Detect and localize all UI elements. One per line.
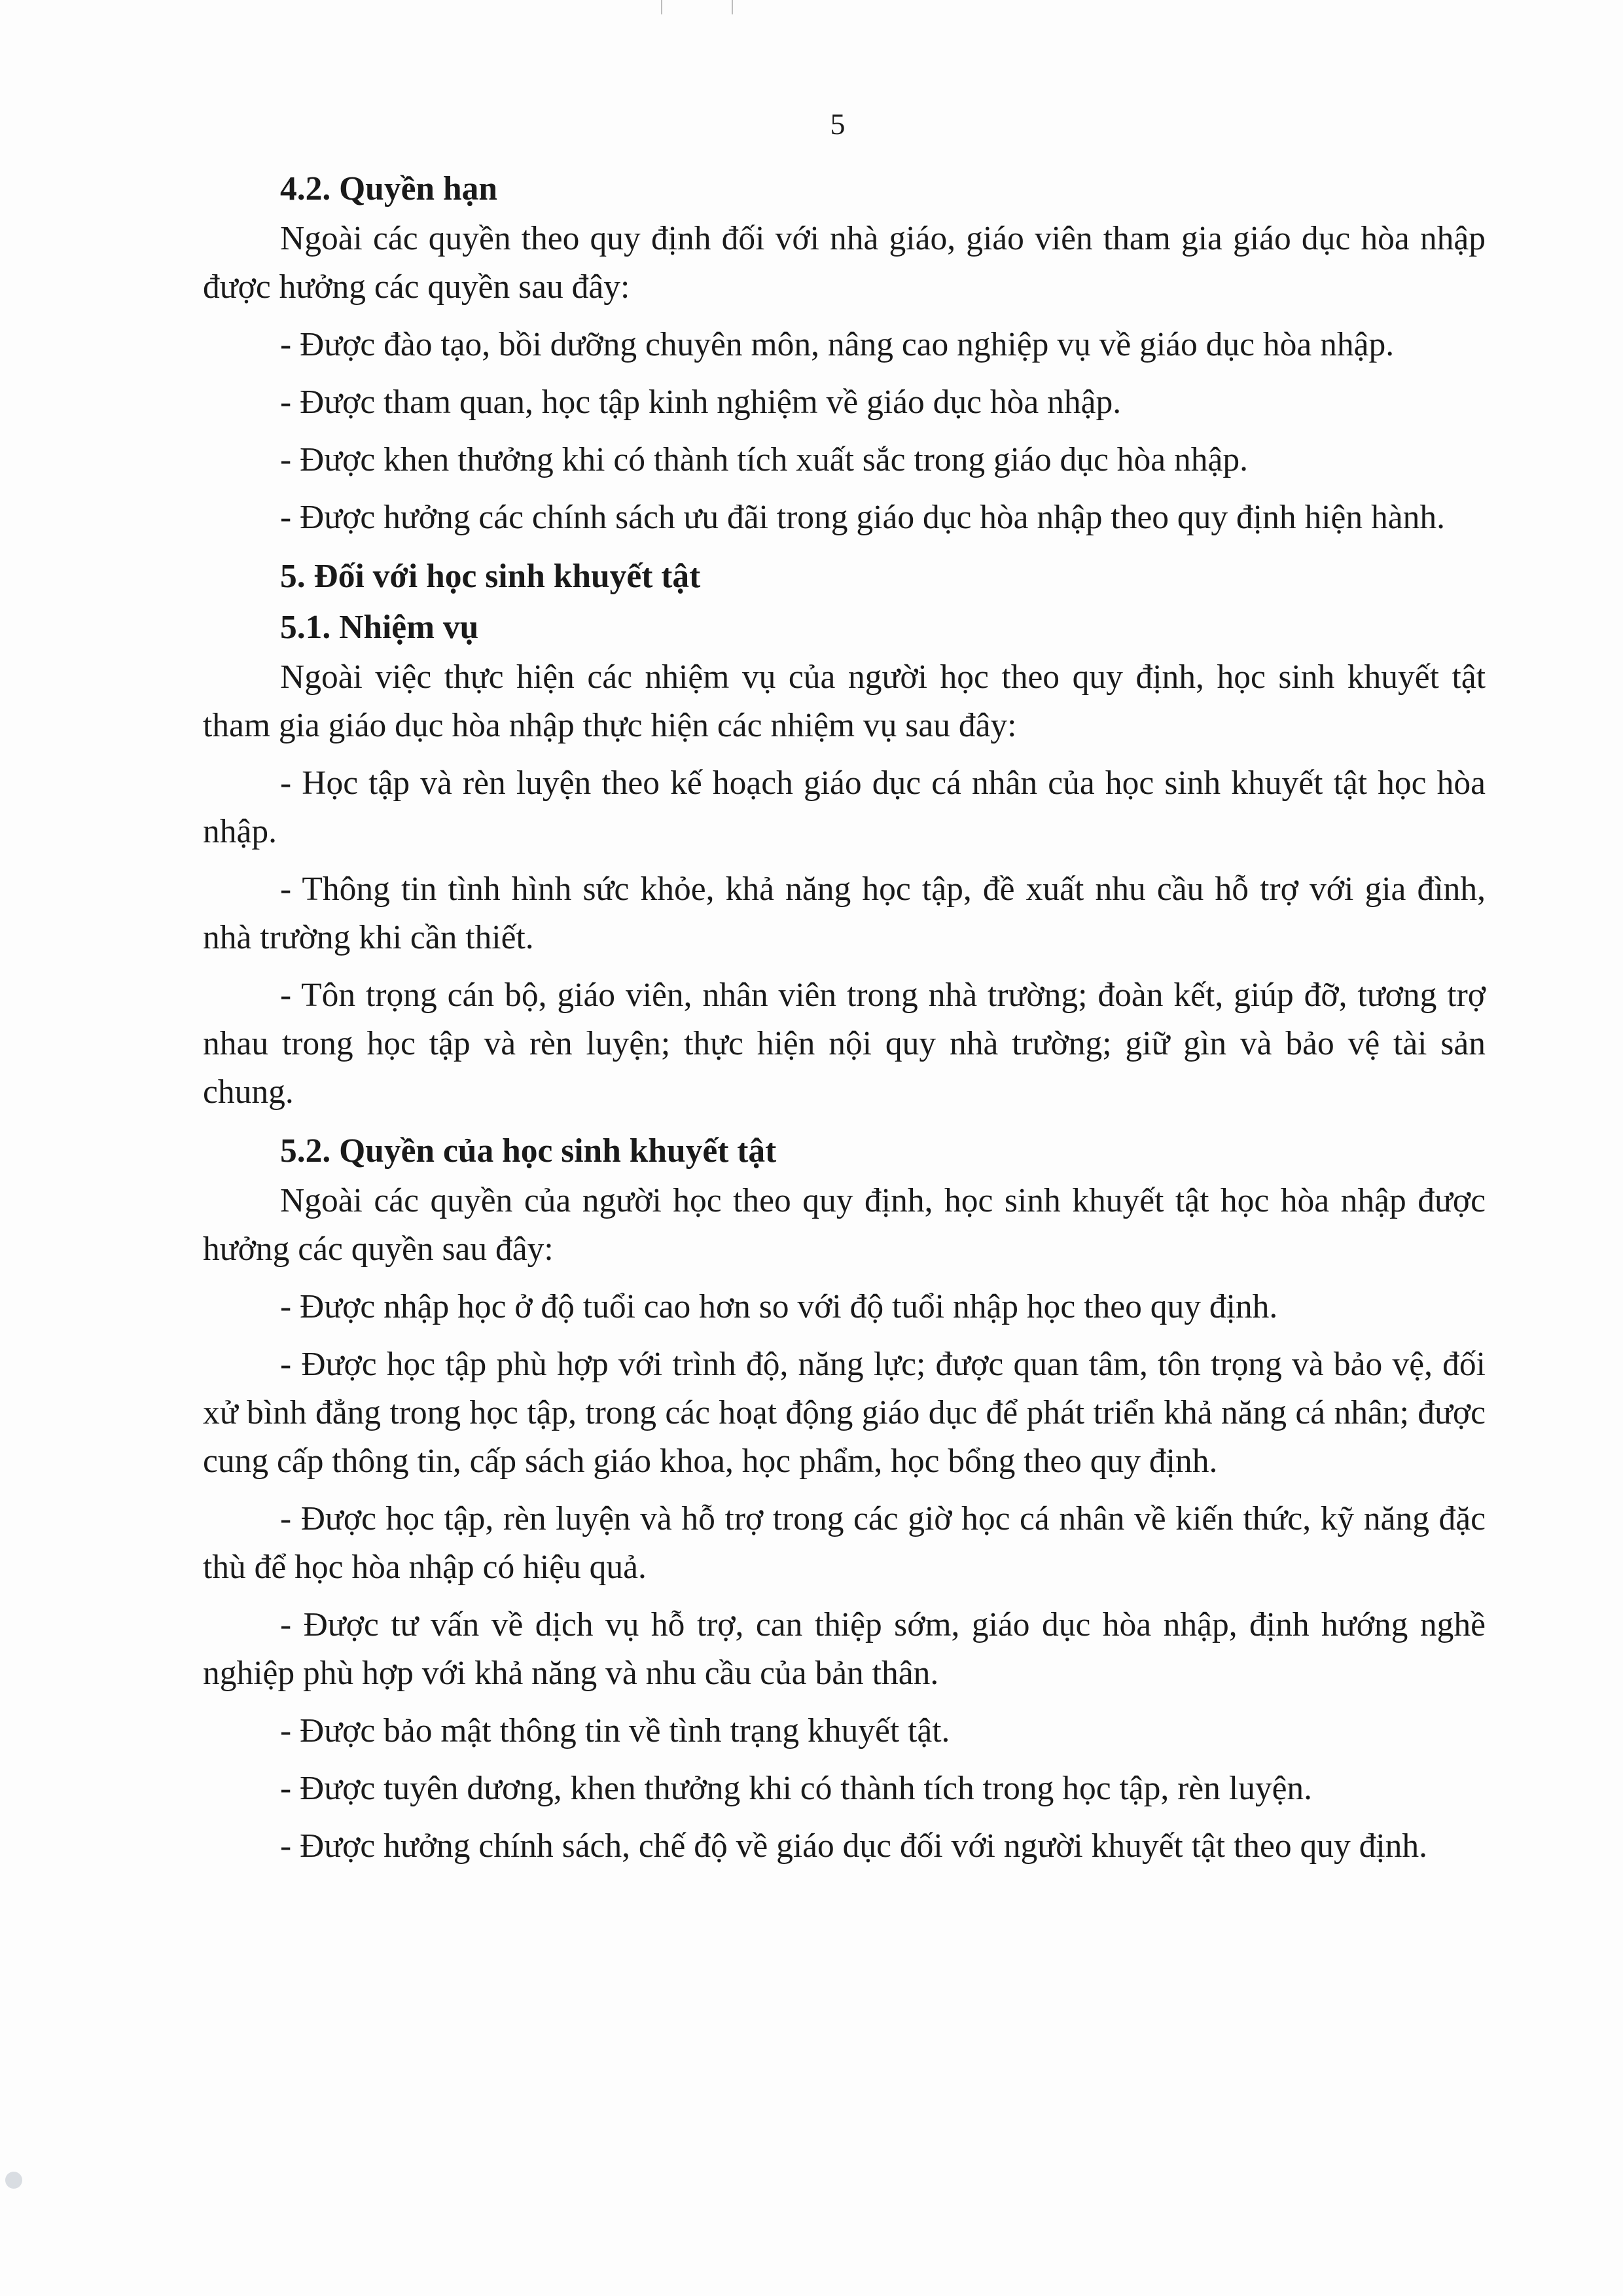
section-heading-4-2: 4.2. Quyền hạn	[280, 170, 497, 207]
list-item: - Được khen thưởng khi có thành tích xuất sắc trong giáo dục hòa nhập.	[280, 441, 1248, 478]
list-item: - Thông tin tình hình sức khỏe, khả năng học tập, đề xuất nhu cầu hỗ trợ với gia đình, nhà trường khi cần thiết.	[203, 870, 1486, 956]
list-item: - Học tập và rèn luyện theo kế hoạch giáo dục cá nhân của học sinh khuyết tật học hòa nhập.	[203, 764, 1486, 850]
list-item: - Được hưởng chính sách, chế độ về giáo dục đối với người khuyết tật theo quy định.	[280, 1827, 1428, 1865]
list-item: - Được học tập phù hợp với trình độ, năng lực; được quan tâm, tôn trọng và bảo vệ, đối xử bình đẳng trong học tập, trong các hoạt động giáo dục để phát triển khả năng cá nhân; được cung cấp thông tin, cấp sách giáo khoa, học phẩm, học bổng theo quy định.	[203, 1346, 1486, 1480]
document-body	[203, 164, 1486, 1880]
paragraph: Ngoài các quyền của người học theo quy định, học sinh khuyết tật học hòa nhập được hưởng các quyền sau đây:	[203, 1182, 1486, 1268]
list-item: - Tôn trọng cán bộ, giáo viên, nhân viên trong nhà trường; đoàn kết, giúp đỡ, tương trợ nhau trong học tập và rèn luyện; thực hiện nội quy nhà trường; giữ gìn và bảo vệ tài sản chung.	[203, 977, 1486, 1111]
scan-edge-mark	[661, 0, 662, 14]
section-heading-5-2: 5.2. Quyền của học sinh khuyết tật	[280, 1132, 777, 1170]
scan-edge-mark	[732, 0, 733, 14]
section-heading-5: 5. Đối với học sinh khuyết tật	[280, 558, 701, 595]
paragraph: Ngoài việc thực hiện các nhiệm vụ của người học theo quy định, học sinh khuyết tật tham gia giáo dục hòa nhập thực hiện các nhiệm vụ sau đây:	[203, 658, 1486, 744]
list-item: - Được tham quan, học tập kinh nghiệm về giáo dục hòa nhập.	[280, 384, 1122, 421]
list-item: - Được tư vấn về dịch vụ hỗ trợ, can thiệp sớm, giáo dục hòa nhập, định hướng nghề nghiệp phù hợp với khả năng và nhu cầu của bản thân.	[203, 1606, 1486, 1692]
list-item: - Được tuyên dương, khen thưởng khi có thành tích trong học tập, rèn luyện.	[280, 1770, 1313, 1807]
list-item: - Được đào tạo, bồi dưỡng chuyên môn, nâng cao nghiệp vụ về giáo dục hòa nhập.	[280, 326, 1395, 363]
paragraph: Ngoài các quyền theo quy định đối với nhà giáo, giáo viên tham gia giáo dục hòa nhập được hưởng các quyền sau đây:	[203, 220, 1486, 306]
list-item: - Được bảo mật thông tin về tình trạng khuyết tật.	[280, 1712, 950, 1749]
page-number: 5	[830, 107, 846, 141]
section-heading-5-1: 5.1. Nhiệm vụ	[280, 609, 479, 646]
list-item: - Được nhập học ở độ tuổi cao hơn so với độ tuổi nhập học theo quy định.	[280, 1288, 1278, 1325]
scan-smudge	[5, 2172, 22, 2189]
list-item: - Được học tập, rèn luyện và hỗ trợ trong các giờ học cá nhân về kiến thức, kỹ năng đặc thù để học hòa nhập có hiệu quả.	[203, 1500, 1486, 1586]
list-item: - Được hưởng các chính sách ưu đãi trong giáo dục hòa nhập theo quy định hiện hành.	[280, 499, 1446, 536]
